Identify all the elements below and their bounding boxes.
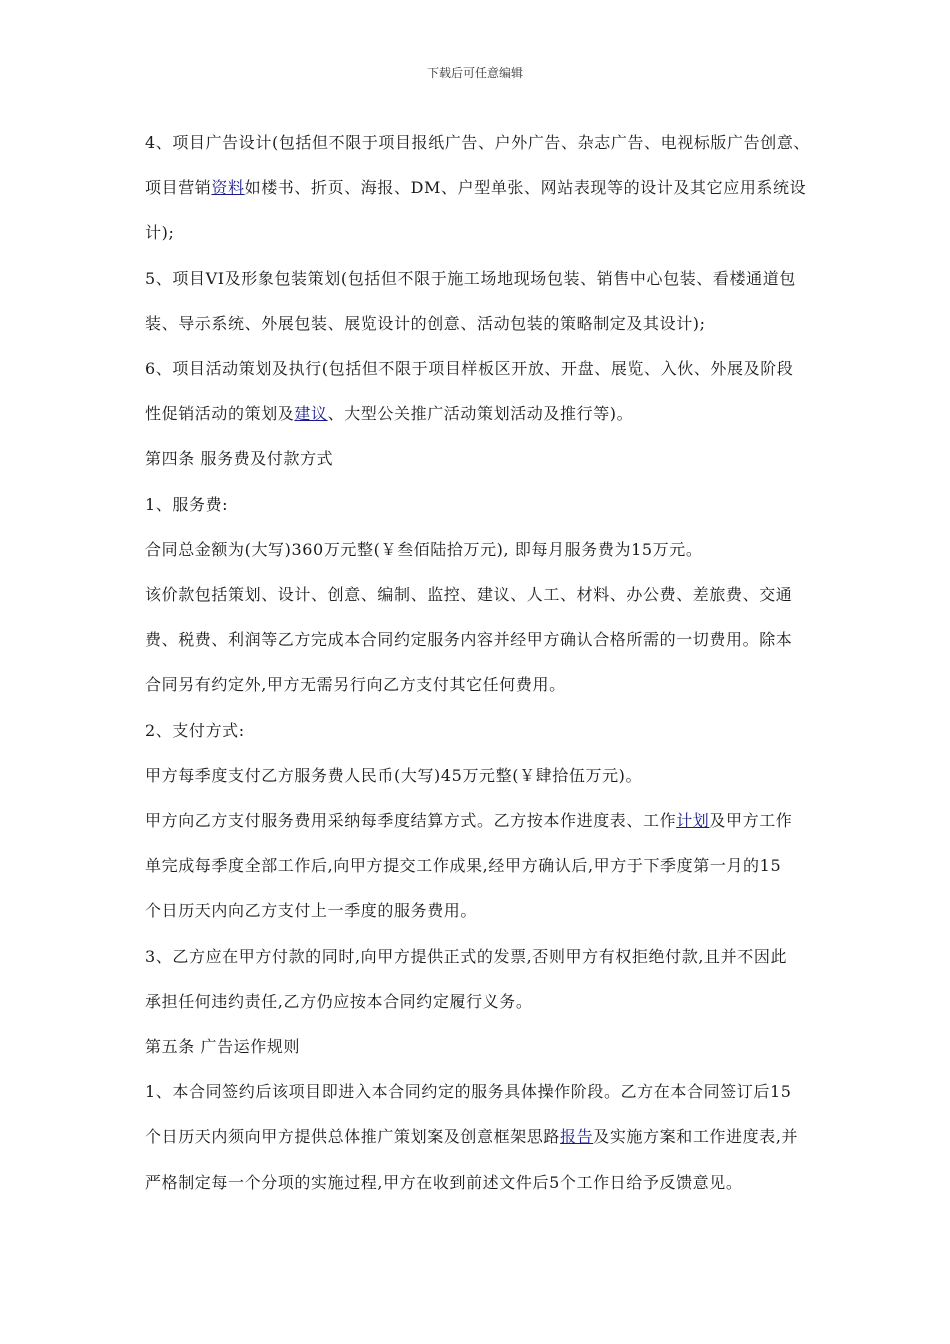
line-text: 第四条 服务费及付款方式 [145, 449, 334, 469]
text-line [145, 165, 815, 210]
line-text: 该价款包括策划、设计、创意、编制、监控、建议、人工、材料、办公费、差旅费、交通 [145, 585, 793, 605]
text-line [145, 572, 815, 617]
line-text: 3、乙方应在甲方付款的同时,向甲方提供正式的发票,否则甲方有权拒绝付款,且并不因此 [145, 946, 788, 966]
text-line [145, 1160, 815, 1205]
line-text: 单完成每季度全部工作后,向甲方提交工作成果,经甲方确认后,甲方于下季度第一月的15 [145, 856, 782, 876]
line-text: 个日历天内向乙方支付上一季度的服务费用。 [145, 901, 478, 921]
inline-link[interactable]: 建议 [294, 404, 328, 424]
line-text: 计); [145, 223, 175, 243]
inline-link[interactable]: 报告 [560, 1127, 594, 1147]
line-text: 1、服务费: [145, 494, 229, 514]
line-text: 合同另有约定外,甲方无需另行向乙方支付其它任何费用。 [145, 675, 566, 695]
line-text: 合同总金额为(大写)360万元整(￥叁佰陆拾万元), 即每月服务费为15万元。 [145, 539, 703, 559]
line-text: 严格制定每一个分项的实施过程,甲方在收到前述文件后5个工作日给予反馈意见。 [145, 1172, 743, 1192]
text-line [145, 843, 815, 888]
line-text: 费、税费、利润等乙方完成本合同约定服务内容并经甲方确认合格所需的一切费用。除本 [145, 630, 793, 650]
text-line [145, 753, 815, 798]
line-text: 及甲方工作 [709, 811, 793, 831]
text-line [145, 1069, 815, 1114]
text-line [145, 1024, 815, 1069]
line-text: 6、项目活动策划及执行(包括但不限于项目样板区开放、开盘、展览、入伙、外展及阶段 [145, 359, 794, 379]
line-text: 如楼书、折页、海报、DM、户型单张、网站表现等的设计及其它应用系统设 [244, 178, 807, 198]
line-text: 甲方向乙方支付服务费用采纳每季度结算方式。乙方按本作进度表、工作 [145, 811, 677, 831]
line-text: 2、支付方式: [145, 720, 245, 740]
line-text: 承担任何违约责任,乙方仍应按本合同约定履行义务。 [145, 991, 533, 1011]
line-text: 项目营销 [145, 178, 212, 198]
line-text: 4、项目广告设计(包括但不限于项目报纸广告、户外广告、杂志广告、电视标版广告创意、 [145, 133, 811, 152]
line-text: 装、导示系统、外展包装、展览设计的创意、活动包装的策略制定及其设计); [145, 313, 706, 333]
text-line [145, 301, 815, 346]
line-text: 5、项目VI及形象包装策划(包括但不限于施工场地现场包装、销售中心包装、看楼通道包 [145, 268, 796, 288]
line-text: 性促销活动的策划及 [145, 404, 295, 424]
text-line [145, 1114, 815, 1159]
text-line [145, 210, 815, 255]
text-line [145, 436, 815, 481]
text-line [145, 391, 815, 436]
inline-link[interactable]: 资料 [211, 178, 245, 198]
text-line [145, 934, 815, 979]
line-text: 及实施方案和工作进度表,并 [593, 1127, 799, 1147]
text-line [145, 346, 815, 391]
text-line [145, 979, 815, 1024]
document-body [145, 120, 815, 1205]
text-line [145, 527, 815, 572]
line-text: 第五条 广告运作规则 [145, 1037, 301, 1057]
text-line [145, 256, 815, 301]
text-line [145, 708, 815, 753]
text-line [145, 798, 815, 843]
text-line [145, 617, 815, 662]
text-line [145, 888, 815, 933]
text-line [145, 120, 815, 165]
inline-link[interactable]: 计划 [676, 811, 710, 831]
page-header: 下载后可任意编辑 [426, 66, 523, 80]
text-line [145, 662, 815, 707]
line-text: 、大型公关推广活动策划活动及推行等)。 [327, 404, 634, 424]
text-line [145, 482, 815, 527]
line-text: 个日历天内须向甲方提供总体推广策划案及创意框架思路 [145, 1127, 561, 1147]
line-text: 甲方每季度支付乙方服务费人民币(大写)45万元整(￥肆拾伍万元)。 [145, 765, 643, 785]
line-text: 1、本合同签约后该项目即进入本合同约定的服务具体操作阶段。乙方在本合同签订后15 [145, 1082, 792, 1102]
